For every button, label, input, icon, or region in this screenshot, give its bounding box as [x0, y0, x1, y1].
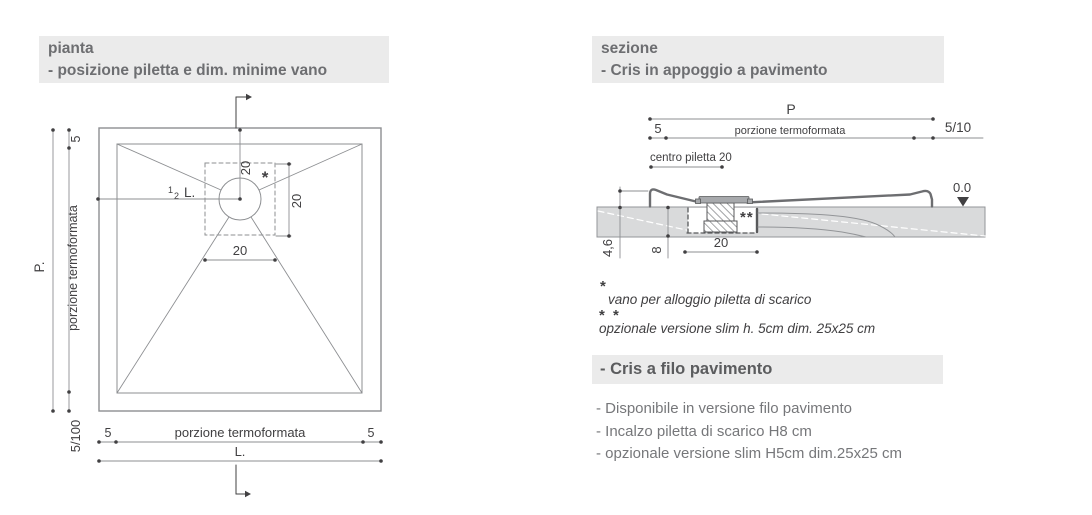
note-drain-bay-text: vano per alloggio piletta di scarico	[608, 292, 812, 307]
label-floor-level: 0.0	[953, 180, 972, 195]
bullet-incalzo-piletta: - Incalzo piletta di scarico H8 cm	[596, 422, 812, 440]
drain-bay-asterisk: *	[261, 168, 269, 187]
plan-header-line2: - posizione piletta e dim. minime vano	[48, 62, 328, 79]
dim-side-bottom-margin: 5/100	[68, 419, 83, 453]
dim-recess-depth: 8	[649, 246, 664, 254]
label-bottom-termoformed: porzione termoformata	[174, 425, 306, 440]
dim-section-margin-left: 5	[654, 121, 662, 136]
level-marker-triangle	[957, 197, 969, 207]
note-slim-version-text: opzionale versione slim h. 5cm dim. 25x25 cm	[599, 321, 876, 336]
section-view	[597, 101, 985, 258]
dim-drain-offset-v: 20	[238, 160, 253, 176]
plan-dimension-ticks	[51, 128, 383, 463]
dim-length: L.	[234, 444, 246, 459]
dim-drain-box-h: 20	[289, 193, 304, 209]
tray-shell-profile	[650, 189, 932, 206]
dim-section-width: P	[786, 101, 796, 117]
cut-arrow-bottom	[245, 491, 251, 497]
drain-cap-nub-right	[748, 199, 753, 204]
note-slim-version-mark: * *	[599, 307, 621, 324]
half-rest: L.	[184, 185, 196, 200]
dim-section-margin-right: 5/10	[944, 120, 972, 135]
dim-drain-box-w: 20	[232, 243, 248, 258]
label-drain-center: centro piletta 20	[650, 152, 732, 164]
dim-tray-height: 4,6	[600, 238, 615, 258]
filo-pavimento-bullets	[596, 398, 902, 466]
cut-arrow-top	[246, 94, 252, 100]
filo-pavimento-header: - Cris a filo pavimento	[592, 355, 943, 384]
dim-bottom-margin-left: 5	[104, 426, 112, 440]
label-double-asterisk: **	[740, 209, 754, 226]
plan-thermoformed-edge	[117, 144, 362, 393]
plan-header-line1: pianta	[48, 40, 94, 57]
note-drain-bay-mark: *	[600, 278, 608, 295]
half-sup: 1	[168, 185, 174, 195]
dim-drain-width: 20	[713, 235, 729, 250]
half-sub: 2	[174, 191, 180, 201]
bullet-versione-slim: - opzionale versione slim H5cm dim.25x25 cm	[596, 445, 902, 462]
label-section-termoformed: porzione termoformata	[734, 125, 846, 137]
plan-header	[39, 36, 389, 83]
dim-depth: P.	[32, 261, 47, 273]
dim-side-top-margin: 5	[69, 135, 83, 143]
floor-slab	[597, 207, 985, 237]
section-header-line2: - Cris in appoggio a pavimento	[601, 62, 828, 79]
section-header	[592, 36, 944, 83]
plan-slope-lines	[117, 144, 362, 393]
label-side-termoformed: porzione termoformata	[66, 205, 80, 331]
dim-bottom-margin-right: 5	[367, 426, 375, 440]
drain-body-hatch-upper	[707, 203, 734, 221]
bullet-filo-pavimento: - Disponibile in versione filo pavimento	[596, 400, 852, 417]
plan-view	[32, 94, 383, 497]
drain-cap	[699, 197, 749, 204]
drain-cap-nub-left	[696, 199, 701, 204]
note-drain-bay	[600, 278, 812, 308]
note-slim-version	[599, 307, 876, 337]
section-header-line1: sezione	[601, 40, 658, 57]
drain-body-hatch-lower	[704, 221, 737, 232]
